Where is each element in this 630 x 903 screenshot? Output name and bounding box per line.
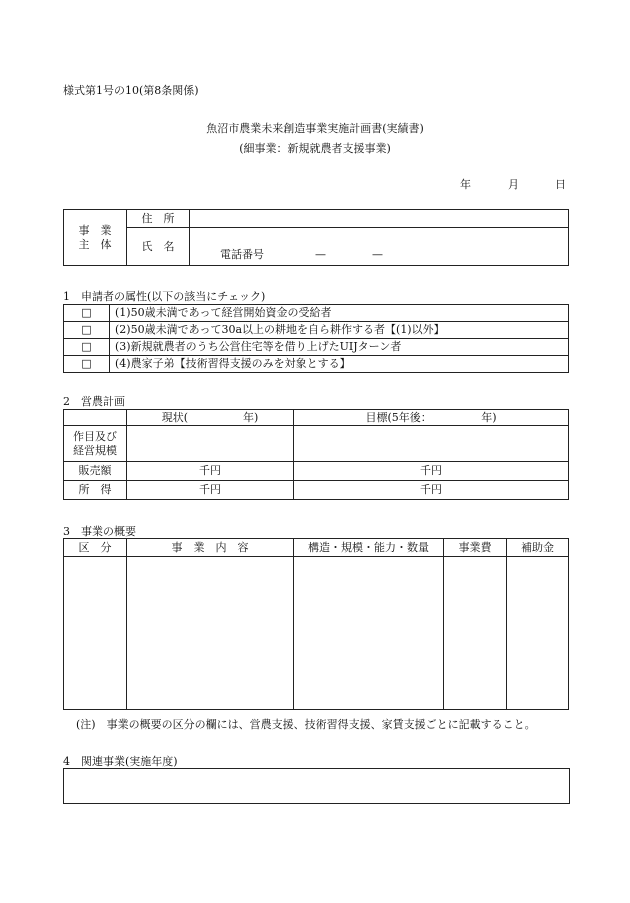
entity-label-cell	[64, 210, 127, 266]
date-year: 年	[460, 178, 471, 191]
section1-heading: 1 申請者の属性(以下の該当にチェック)	[63, 290, 266, 303]
phone-dash-2: —	[372, 248, 383, 261]
option-2: (2)50歳未満であって30a以上の耕地を自ら耕作する者【(1)以外】	[110, 322, 569, 339]
row-crops-label-1: 作目及び	[73, 430, 117, 444]
checkbox-4[interactable]: □	[64, 356, 110, 373]
checkbox-1[interactable]: □	[64, 305, 110, 322]
scale-field[interactable]	[294, 557, 444, 710]
category-field[interactable]	[64, 557, 127, 710]
row-sales-label: 販売額	[64, 462, 127, 481]
phone-label: 電話番号	[220, 248, 264, 261]
row-crops-label-2: 経営規模	[73, 443, 117, 457]
sales-target-unit[interactable]: 千円	[294, 462, 569, 481]
sales-current-unit[interactable]: 千円	[127, 462, 294, 481]
attribute-table	[63, 304, 569, 373]
header-content: 事 業 内 容	[127, 539, 294, 557]
row-crops-label	[64, 426, 127, 462]
section4-heading: 4 関連事業(実施年度)	[63, 755, 178, 768]
option-3: (3)新規就農者のうち公営住宅等を借り上げたUIJターン者	[110, 339, 569, 356]
farming-plan-table	[63, 409, 569, 500]
document-title: 魚沼市農業未来創造事業実施計画書(実績書)	[206, 122, 424, 135]
name-field[interactable]	[190, 228, 569, 266]
section3-heading: 3 事業の概要	[63, 525, 136, 538]
form-number: 様式第1号の10(第8条関係)	[63, 84, 199, 97]
entity-label-1: 事 業	[78, 224, 112, 238]
address-field[interactable]	[190, 210, 569, 228]
col-target: 目標(5年後： 年)	[294, 410, 569, 426]
date-day: 日	[555, 178, 566, 191]
document-subtitle: (細事業：新規就農者支援事業)	[239, 142, 391, 155]
option-4: (4)農家子弟【技術習得支援のみを対象とする】	[110, 356, 569, 373]
phone-dash-1: —	[315, 248, 326, 261]
checkbox-3[interactable]: □	[64, 339, 110, 356]
section3-note: (注) 事業の概要の区分の欄には、営農支援、技術習得支援、家賃支援ごとに記載すること。	[76, 718, 536, 731]
header-subsidy: 補助金	[507, 539, 569, 557]
project-overview-table	[63, 538, 569, 710]
option-1: (1)50歳未満であって経営開始資金の受給者	[110, 305, 569, 322]
address-label: 住 所	[127, 210, 190, 228]
row-income-label: 所 得	[64, 481, 127, 500]
section2-heading: 2 営農計画	[63, 395, 125, 408]
applicant-table	[63, 209, 569, 266]
income-current-unit[interactable]: 千円	[127, 481, 294, 500]
header-scale: 構造・規模・能力・数量	[294, 539, 444, 557]
header-category: 区 分	[64, 539, 127, 557]
corner-cell	[64, 410, 127, 426]
crops-current-field[interactable]	[127, 426, 294, 462]
cost-field[interactable]	[444, 557, 507, 710]
related-projects-field[interactable]	[63, 768, 570, 804]
content-field[interactable]	[127, 557, 294, 710]
crops-target-field[interactable]	[294, 426, 569, 462]
entity-label-2: 主 体	[78, 237, 112, 251]
income-target-unit[interactable]: 千円	[294, 481, 569, 500]
checkbox-2[interactable]: □	[64, 322, 110, 339]
date-month: 月	[508, 178, 519, 191]
col-current: 現状( 年)	[127, 410, 294, 426]
name-label: 氏 名	[127, 228, 190, 266]
subsidy-field[interactable]	[507, 557, 569, 710]
header-cost: 事業費	[444, 539, 507, 557]
